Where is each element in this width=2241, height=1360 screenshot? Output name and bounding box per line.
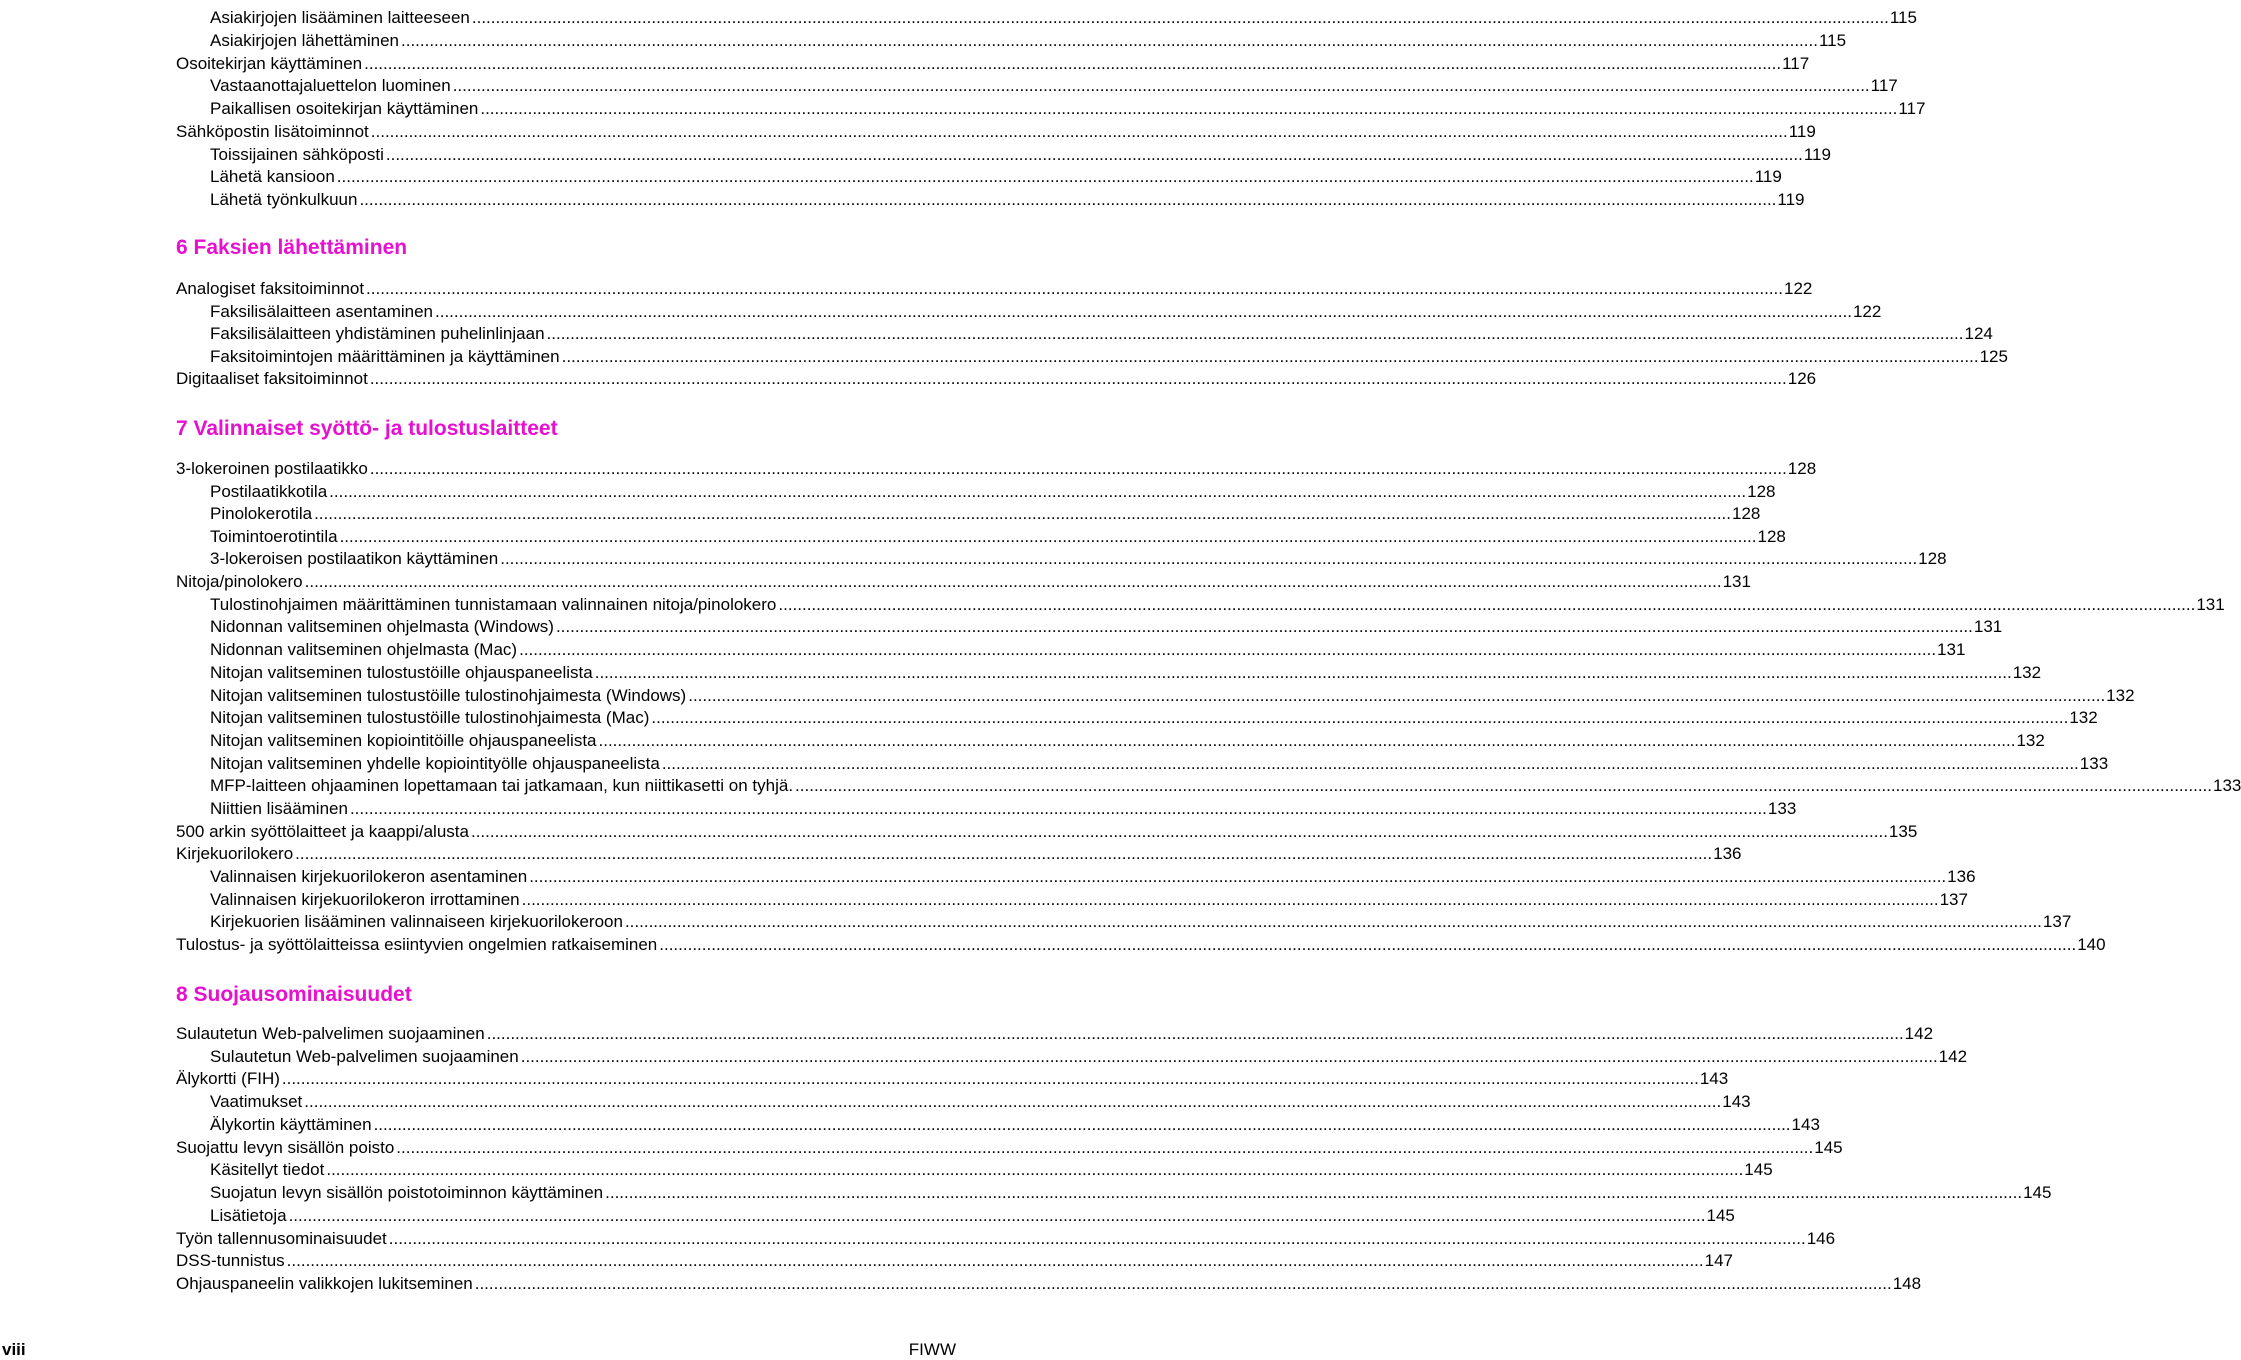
dot-leader: ............................................................................................................................................................................................................................................................................................................ xyxy=(661,754,2079,773)
toc-page-number: 145 xyxy=(1706,1206,1735,1225)
toc-entry-title: Nidonnan valitseminen ohjelmasta (Mac) xyxy=(210,640,518,659)
dot-leader: ............................................................................................................................................................................................................................................................................................................ xyxy=(659,935,2077,954)
toc-page-number: 119 xyxy=(1754,167,1782,186)
dot-leader: ............................................................................................................................................................................................................................................................................................................ xyxy=(336,167,1754,186)
document-code: FIWW xyxy=(908,1340,956,1359)
toc-page-number: 142 xyxy=(1938,1047,1968,1066)
toc-page-number: 122 xyxy=(1784,279,1813,298)
toc-entry-title: 3-lokeroinen postilaatikko xyxy=(176,459,368,478)
toc-entry-title: Vaatimukset xyxy=(210,1092,303,1111)
toc-entry-title: Sulautetun Web-palvelimen suojaaminen xyxy=(176,1024,485,1043)
toc-entry-title: Postilaatikkotila xyxy=(210,482,328,501)
toc-page-number: 145 xyxy=(1814,1138,1843,1157)
toc-entry-title: Sulautetun Web-palvelimen suojaaminen xyxy=(210,1047,519,1066)
dot-leader: ............................................................................................................................................................................................................................................................................................................ xyxy=(369,459,1787,478)
dot-leader: ............................................................................................................................................................................................................................................................................................................ xyxy=(778,595,2196,614)
dot-leader: ............................................................................................................................................................................................................................................................................................................ xyxy=(520,1047,1938,1066)
toc-entry-title: Asiakirjojen lisääminen laitteeseen xyxy=(210,8,470,27)
toc-entry-level1[interactable] xyxy=(176,1069,1729,1089)
toc-page-number: 125 xyxy=(1979,347,2008,366)
toc-entry-title: Analogiset faksitoiminnot xyxy=(176,279,365,298)
toc-entry-level2[interactable] xyxy=(210,76,1898,96)
toc-page-number: 117 xyxy=(1870,76,1898,95)
toc-page-number: 135 xyxy=(1888,822,1918,841)
toc-page-number: 142 xyxy=(1904,1024,1934,1043)
dot-leader: ............................................................................................................................................................................................................................................................................................................ xyxy=(480,99,1898,118)
toc-entry-title: Kirjekuorilokero xyxy=(176,844,294,863)
toc-entry-title: Nitojan valitseminen yhdelle kopiointityölle ohjauspaneelista xyxy=(210,754,660,773)
toc-entry-level2[interactable] xyxy=(210,912,2072,932)
toc-entry-title: Valinnaisen kirjekuorilokeron irrottaminen xyxy=(210,890,520,909)
dot-leader: ............................................................................................................................................................................................................................................................................................................ xyxy=(396,1138,1814,1157)
toc-entry-level2[interactable] xyxy=(210,1115,1820,1135)
toc-entry-level2[interactable] xyxy=(210,617,2003,637)
toc-page-number: 119 xyxy=(1777,190,1805,209)
toc-entry-level2[interactable] xyxy=(210,167,1782,187)
toc-entry-level1[interactable] xyxy=(176,1229,1836,1249)
toc-entry-title: Toimintoerotintila xyxy=(210,527,338,546)
toc-entry-title: 3-lokeroisen postilaatikon käyttäminen xyxy=(210,549,499,568)
toc-entry-title: MFP-laitteen ohjaaminen lopettamaan tai jatkamaan, kun niittikasetti on tyhjä. xyxy=(210,776,794,795)
toc-entry-title: Faksitoimintojen määrittäminen ja käyttäminen xyxy=(210,347,560,366)
toc-entry-title: Ohjauspaneelin valikkojen lukitseminen xyxy=(176,1274,473,1293)
toc-entry-level2[interactable] xyxy=(210,1160,1773,1180)
toc-entry-level2[interactable] xyxy=(210,867,1976,887)
dot-leader: ............................................................................................................................................................................................................................................................................................................ xyxy=(370,122,1788,141)
dot-leader: ............................................................................................................................................................................................................................................................................................................ xyxy=(471,8,1889,27)
toc-entry-level2[interactable] xyxy=(210,686,2135,706)
toc-page-number: 128 xyxy=(1787,459,1817,478)
toc-entry-title: Älykortti (FIH) xyxy=(176,1069,280,1088)
toc-entry-title: Työn tallennusominaisuudet xyxy=(176,1229,387,1248)
toc-entry-title: Lähetä kansioon xyxy=(210,167,335,186)
toc-entry-title: Käsitellyt tiedot xyxy=(210,1160,325,1179)
toc-entry-level2[interactable] xyxy=(210,504,1761,524)
toc-entry-level1[interactable] xyxy=(176,1274,1922,1294)
dot-leader: ............................................................................................................................................................................................................................................................................................................ xyxy=(329,482,1747,501)
dot-leader: ............................................................................................................................................................................................................................................................................................................ xyxy=(364,54,1782,73)
dot-leader: ............................................................................................................................................................................................................................................................................................................ xyxy=(373,1115,1791,1134)
toc-page-number: 143 xyxy=(1791,1115,1820,1134)
toc-page-number: 131 xyxy=(1973,617,2003,636)
toc-entry-title: Tulostinohjaimen määrittäminen tunnistamaan valinnainen nitoja/pinolokero xyxy=(210,595,777,614)
toc-entry-title: Nitoja/pinolokero xyxy=(176,572,303,591)
dot-leader: ............................................................................................................................................................................................................................................................................................................ xyxy=(385,145,1803,164)
toc-entry-level2[interactable] xyxy=(210,1206,1735,1226)
dot-leader: ............................................................................................................................................................................................................................................................................................................ xyxy=(295,844,1713,863)
toc-entry-level1[interactable] xyxy=(176,1251,1733,1271)
dot-leader: ............................................................................................................................................................................................................................................................................................................ xyxy=(314,504,1732,523)
dot-leader: ............................................................................................................................................................................................................................................................................................................ xyxy=(388,1229,1806,1248)
toc-entry-title: Asiakirjojen lähettäminen xyxy=(210,31,399,50)
toc-page-number: 117 xyxy=(1782,54,1810,73)
toc-entry-level2[interactable] xyxy=(210,754,2109,774)
toc-entry-title: Faksilisälaitteen asentaminen xyxy=(210,302,434,321)
toc-entry-title: Nitojan valitseminen tulostustöille ohjauspaneelista xyxy=(210,663,593,682)
toc-entry-level1[interactable] xyxy=(176,369,1817,389)
toc-entry-level1[interactable] xyxy=(176,822,1918,842)
toc-entry-level1[interactable] xyxy=(176,1138,1843,1158)
dot-leader: ............................................................................................................................................................................................................................................................................................................ xyxy=(519,640,1937,659)
dot-leader: ............................................................................................................................................................................................................................................................................................................ xyxy=(326,1160,1744,1179)
toc-entry-level1[interactable] xyxy=(176,122,1816,142)
toc-page-number: 143 xyxy=(1722,1092,1751,1111)
toc-page-number: 128 xyxy=(1757,527,1786,546)
toc-entry-level2[interactable] xyxy=(210,527,1786,547)
toc-page-number: 133 xyxy=(2079,754,2109,773)
toc-page-number: 124 xyxy=(1964,324,1993,343)
toc-page-number: 115 xyxy=(1818,31,1847,50)
dot-leader: ............................................................................................................................................................................................................................................................................................................ xyxy=(605,1183,2023,1202)
dot-leader: ............................................................................................................................................................................................................................................................................................................ xyxy=(339,527,1757,546)
toc-page-number: 119 xyxy=(1788,122,1816,141)
toc-entry-level1[interactable] xyxy=(176,459,1817,479)
toc-entry-level1[interactable] xyxy=(176,572,1751,592)
toc-page-number: 145 xyxy=(2023,1183,2052,1202)
toc-entry-level1[interactable] xyxy=(176,844,1742,864)
toc-page-number: 131 xyxy=(1722,572,1751,591)
toc-entry-title: Nitojan valitseminen tulostustöille tulostinohjaimesta (Mac) xyxy=(210,708,650,727)
toc-page-number: 117 xyxy=(1898,99,1926,118)
toc-page-number: 147 xyxy=(1704,1251,1733,1270)
toc-entry-level1[interactable] xyxy=(176,54,1810,74)
dot-leader: ............................................................................................................................................................................................................................................................................................................ xyxy=(349,799,1767,818)
toc-page-number: 122 xyxy=(1852,302,1882,321)
toc-page-number: 140 xyxy=(2077,935,2106,954)
toc-page-number: 137 xyxy=(2042,912,2072,931)
toc-page-number: 137 xyxy=(1939,890,1968,909)
toc-entry-title: Nitojan valitseminen kopiointitöille ohjauspaneelista xyxy=(210,731,597,750)
toc-entry-title: DSS-tunnistus xyxy=(176,1251,285,1270)
toc-entry-title: Digitaaliset faksitoiminnot xyxy=(176,369,368,388)
dot-leader: ............................................................................................................................................................................................................................................................................................................ xyxy=(651,708,2069,727)
toc-entry-title: Lähetä työnkulkuun xyxy=(210,190,358,209)
dot-leader: ............................................................................................................................................................................................................................................................................................................ xyxy=(529,867,1947,886)
toc-entry-level2[interactable] xyxy=(210,731,2045,751)
toc-entry-level2[interactable] xyxy=(210,799,1797,819)
dot-leader: ............................................................................................................................................................................................................................................................................................................ xyxy=(304,572,1722,591)
dot-leader: ............................................................................................................................................................................................................................................................................................................ xyxy=(281,1069,1699,1088)
toc-entry-level2[interactable] xyxy=(210,8,1917,28)
toc-entry-title: Osoitekirjan käyttäminen xyxy=(176,54,363,73)
dot-leader: ............................................................................................................................................................................................................................................................................................................ xyxy=(521,890,1939,909)
dot-leader: ............................................................................................................................................................................................................................................................................................................ xyxy=(288,1206,1706,1225)
toc-page-number: 128 xyxy=(1747,482,1776,501)
toc-page-number: 136 xyxy=(1947,867,1976,886)
toc-entry-title: Nidonnan valitseminen ohjelmasta (Windows) xyxy=(210,617,554,636)
dot-leader: ............................................................................................................................................................................................................................................................................................................ xyxy=(286,1251,1704,1270)
toc-entry-title: Kirjekuorien lisääminen valinnaiseen kirjekuorilokeroon xyxy=(210,912,623,931)
toc-entry-title: Faksilisälaitteen yhdistäminen puhelinlinjaan xyxy=(210,324,545,343)
page-number: viii xyxy=(2,1340,26,1359)
toc-entry-title: Suojattu levyn sisällön poisto xyxy=(176,1138,395,1157)
toc-entry-level2[interactable] xyxy=(210,776,2241,796)
toc-entry-title: Valinnaisen kirjekuorilokeron asentaminen xyxy=(210,867,528,886)
toc-page-number: 148 xyxy=(1892,1274,1922,1293)
toc-page-number: 132 xyxy=(2012,663,2042,682)
toc-entry-level1[interactable] xyxy=(176,1024,1934,1044)
toc-page-number: 143 xyxy=(1699,1069,1729,1088)
dot-leader: ............................................................................................................................................................................................................................................................................................................ xyxy=(624,912,2042,931)
dot-leader: ............................................................................................................................................................................................................................................................................................................ xyxy=(688,686,2106,705)
toc-entry-level2[interactable] xyxy=(210,1092,1751,1112)
toc-page-number: 133 xyxy=(2213,776,2241,795)
toc-page-number: 119 xyxy=(1803,145,1831,164)
toc-page-number: 133 xyxy=(1767,799,1797,818)
toc-entry-title: Nitojan valitseminen tulostustöille tulostinohjaimesta (Windows) xyxy=(210,686,687,705)
dot-leader: ............................................................................................................................................................................................................................................................................................................ xyxy=(401,31,1818,50)
toc-page-number: 132 xyxy=(2069,708,2098,727)
toc-page-number: 128 xyxy=(1732,504,1761,523)
toc-entry-level2[interactable] xyxy=(210,145,1831,165)
toc-page-number: 131 xyxy=(1937,640,1966,659)
toc-entry-level2[interactable] xyxy=(210,1047,1968,1067)
dot-leader: ............................................................................................................................................................................................................................................................................................................ xyxy=(304,1092,1722,1111)
toc-entry-title: Lisätietoja xyxy=(210,1206,287,1225)
toc-entry-title: Vastaanottajaluettelon luominen xyxy=(210,76,451,95)
dot-leader: ............................................................................................................................................................................................................................................................................................................ xyxy=(598,731,2016,750)
toc-entry-level2[interactable] xyxy=(210,708,2098,728)
toc-entry-title: Paikallisen osoitekirjan käyttäminen xyxy=(210,99,479,118)
toc-entry-level2[interactable] xyxy=(210,99,1926,119)
toc-entry-level2[interactable] xyxy=(210,324,1993,344)
toc-entry-title: Pinolokerotila xyxy=(210,504,313,523)
toc-entry-title: Sähköpostin lisätoiminnot xyxy=(176,122,369,141)
dot-leader: ............................................................................................................................................................................................................................................................................................................ xyxy=(474,1274,1892,1293)
toc-page-number: 132 xyxy=(2106,686,2135,705)
toc-entry-level2[interactable] xyxy=(210,347,2008,367)
toc-entry-title: Suojatun levyn sisällön poistotoiminnon käyttäminen xyxy=(210,1183,604,1202)
dot-leader: ............................................................................................................................................................................................................................................................................................................ xyxy=(470,822,1888,841)
dot-leader: ............................................................................................................................................................................................................................................................................................................ xyxy=(369,369,1787,388)
dot-leader: ............................................................................................................................................................................................................................................................................................................ xyxy=(486,1024,1904,1043)
toc-page-number: 136 xyxy=(1713,844,1742,863)
toc-entry-level2[interactable] xyxy=(210,31,1847,51)
toc-chapter-heading[interactable]: 7 Valinnaiset syöttö- ja tulostuslaitteet xyxy=(176,417,558,440)
toc-entry-level2[interactable] xyxy=(210,890,1968,910)
toc-entry-level2[interactable] xyxy=(210,190,1805,210)
toc-entry-level2[interactable] xyxy=(210,640,1966,660)
toc-page-number: 126 xyxy=(1787,369,1817,388)
toc-page-number: 132 xyxy=(2016,731,2045,750)
dot-leader: ............................................................................................................................................................................................................................................................................................................ xyxy=(359,190,1777,209)
toc-entry-level2[interactable] xyxy=(210,1183,2052,1203)
dot-leader: ............................................................................................................................................................................................................................................................................................................ xyxy=(366,279,1783,298)
toc-chapter-heading[interactable]: 8 Suojausominaisuudet xyxy=(176,983,412,1006)
dot-leader: ............................................................................................................................................................................................................................................................................................................ xyxy=(594,663,2012,682)
toc-page-number: 115 xyxy=(1889,8,1917,27)
toc-entry-level2[interactable] xyxy=(210,302,1882,322)
dot-leader: ............................................................................................................................................................................................................................................................................................................ xyxy=(561,347,1979,366)
toc-page-number: 145 xyxy=(1744,1160,1773,1179)
toc-page-number: 128 xyxy=(1918,549,1947,568)
toc-entry-title: Niittien lisääminen xyxy=(210,799,348,818)
toc-entry-level2[interactable] xyxy=(210,482,1776,502)
toc-chapter-heading[interactable]: 6 Faksien lähettäminen xyxy=(176,236,408,259)
toc-entry-title: Tulostus- ja syöttölaitteissa esiintyvien ongelmien ratkaiseminen xyxy=(176,935,658,954)
toc-page-number: 131 xyxy=(2196,595,2225,614)
toc-entry-title: 500 arkin syöttölaitteet ja kaappi/alusta xyxy=(176,822,469,841)
toc-entry-level2[interactable] xyxy=(210,595,2225,615)
dot-leader: ............................................................................................................................................................................................................................................................................................................ xyxy=(795,776,2212,795)
toc-entry-title: Älykortin käyttäminen xyxy=(210,1115,372,1134)
toc-entry-level2[interactable] xyxy=(210,549,1947,569)
toc-entry-level1[interactable] xyxy=(176,935,2106,955)
dot-leader: ............................................................................................................................................................................................................................................................................................................ xyxy=(546,324,1964,343)
dot-leader: ............................................................................................................................................................................................................................................................................................................ xyxy=(555,617,1973,636)
toc-entry-level2[interactable] xyxy=(210,663,2042,683)
toc-entry-title: Toissijainen sähköposti xyxy=(210,145,384,164)
dot-leader: ............................................................................................................................................................................................................................................................................................................ xyxy=(452,76,1870,95)
toc-entry-level1[interactable] xyxy=(176,279,1813,299)
dot-leader: ............................................................................................................................................................................................................................................................................................................ xyxy=(435,302,1852,321)
dot-leader: ............................................................................................................................................................................................................................................................................................................ xyxy=(500,549,1918,568)
toc-page-number: 146 xyxy=(1806,1229,1836,1248)
